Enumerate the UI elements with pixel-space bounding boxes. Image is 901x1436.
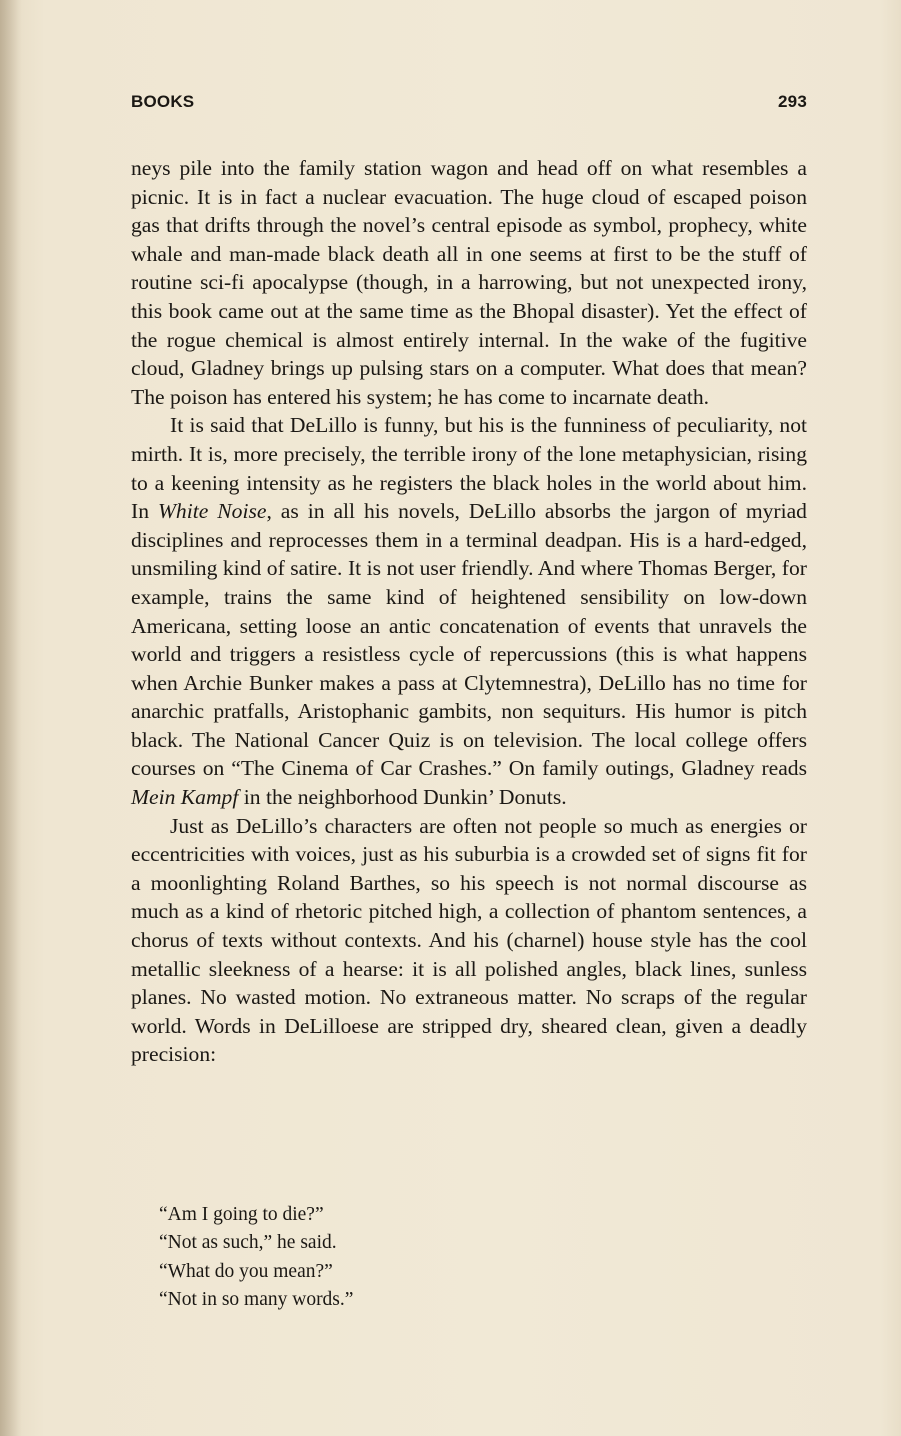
paragraph-2-part-a: It is said that DeLillo is funny, but his is the funniness of peculiarity, not mirth. It is, more precisely, the terrible irony of the lone metaphysician, rising to a keening intensity as he registers the black holes in the world about him. In xyxy=(131,413,807,524)
dialogue-line-4: “Not in so many words.” xyxy=(159,1288,354,1310)
paragraph-2-part-c: in the neighborhood Dunkin’ Donuts. xyxy=(238,785,567,810)
page-number: 293 xyxy=(778,92,807,111)
paragraph-3: Just as DeLillo’s characters are often not people so much as energies or eccentricities with voices, just as his suburbia is a crowded set of signs fit for a moonlighting Roland Barthes, so his speech is not normal discourse as much as a kind of rhetoric pitched high, a collection of phantom sentences, a chorus of texts without contexts. And his (charnel) house style has the cool metallic sleekness of a hearse: it is all polished angles, black lines, sunless planes. No wasted motion. No extraneous matter. No scraps of the regular world. Words in DeLilloese are stripped dry, sheared clean, given a deadly precision: xyxy=(131,813,807,1067)
body-text xyxy=(131,154,807,1069)
paragraph-2 xyxy=(131,411,807,811)
dialogue-line-3: “What do you mean?” xyxy=(159,1260,333,1282)
book-title-white-noise: White Noise xyxy=(157,499,267,524)
dialogue-line-2: “Not as such,” he said. xyxy=(159,1232,337,1254)
dialogue-line-1: “Am I going to die?” xyxy=(159,1204,324,1225)
section-title: BOOKS xyxy=(131,92,195,111)
paragraph-2-part-b: , as in all his novels, DeLillo absorbs the jargon of myriad disciplines and reprocesses them in a terminal deadpan. His is a hard-edged, unsmiling kind of satire. It is not user friendly. And where Thomas Berger, for example, trains the same kind of heightened sensibility on low-down Americana, setting loose an antic concatenation of events that unravels the world and triggers a resistless cycle of repercussions (this is what happens when Archie Bunker makes a pass at Clytemnestra), DeLillo has no time for anarchic pratfalls, Aristophanic gambits, non sequiturs. His humor is pitch black. The National Cancer Quiz is on television. The local college offers courses on “The Cinema of Car Crashes.” On family outings, Gladney reads xyxy=(131,499,807,781)
book-title-mein-kampf: Mein Kampf xyxy=(131,785,239,810)
paragraph-1: neys pile into the family station wagon and head off on what resembles a picnic. It is in fact a nuclear evacuation. The huge cloud of escaped poison gas that drifts through the novel’s central episode as symbol, prophecy, white whale and man-made black death all in one seems at first to be the stuff of routine sci-fi apocalypse (though, in a harrowing, but not unexpected irony, this book came out at the same time as the Bhopal disaster). Yet the effect of the rogue chemical is almost entirely internal. In the wake of the fugitive cloud, Gladney brings up pulsing stars on a computer. What does that mean? The poison has entered his system; he has come to incarnate death. xyxy=(131,156,807,409)
dialogue-block xyxy=(159,1201,659,1314)
gutter-shadow xyxy=(0,0,22,1436)
running-head xyxy=(131,92,807,116)
